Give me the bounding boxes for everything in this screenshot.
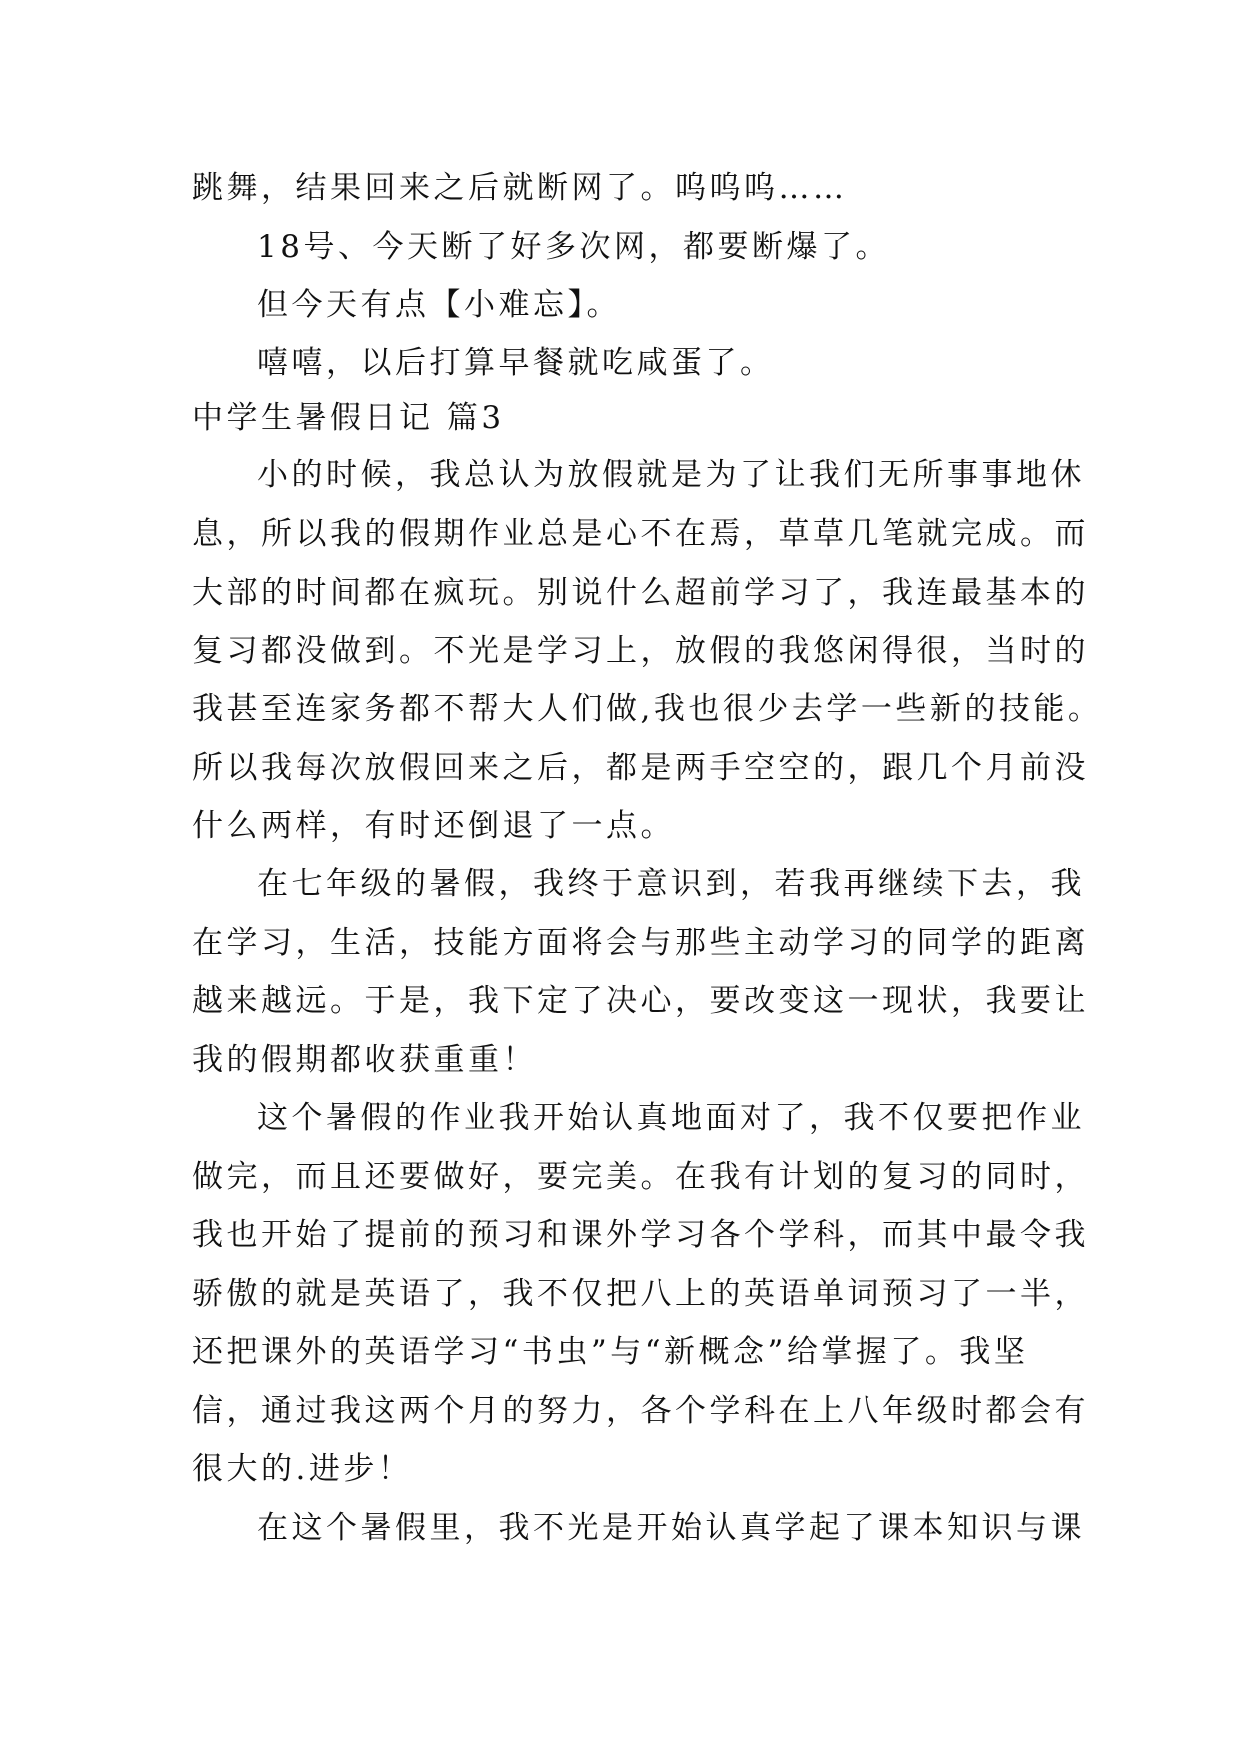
paragraph-line: 还把课外的英语学习“书虫”与“新概念”给掌握了。我坚 xyxy=(192,1334,1029,1370)
paragraph-line: 什么两样，有时还倒退了一点。 xyxy=(192,808,675,844)
paragraph-line: 复习都没做到。不光是学习上，放假的我悠闲得很，当时的 xyxy=(192,633,1089,669)
paragraph-line: 我的假期都收获重重！ xyxy=(192,1042,537,1078)
paragraph-line: 嘻嘻，以后打算早餐就吃咸蛋了。 xyxy=(257,345,775,381)
paragraph-line: 在学习，生活，技能方面将会与那些主动学习的同学的距离 xyxy=(192,925,1089,961)
paragraph-line: 很大的.进步！ xyxy=(192,1451,413,1487)
paragraph-line: 这个暑假的作业我开始认真地面对了，我不仅要把作业 xyxy=(257,1100,1085,1136)
paragraph-line: 在七年级的暑假，我终于意识到，若我再继续下去，我 xyxy=(257,866,1085,902)
paragraph-line: 息，所以我的假期作业总是心不在焉，草草几笔就完成。而 xyxy=(192,516,1089,552)
paragraph-line: 信，通过我这两个月的努力，各个学科在上八年级时都会有 xyxy=(192,1393,1089,1429)
paragraph-line: 但今天有点【小难忘】。 xyxy=(257,287,621,323)
paragraph-line: 小的时候，我总认为放假就是为了让我们无所事事地休 xyxy=(257,457,1085,493)
paragraph-line: 我也开始了提前的预习和课外学习各个学科，而其中最令我 xyxy=(192,1217,1089,1253)
paragraph-line: 越来越远。于是，我下定了决心，要改变这一现状，我要让 xyxy=(192,983,1089,1019)
paragraph-line: 大部的时间都在疯玩。别说什么超前学习了，我连最基本的 xyxy=(192,575,1089,611)
paragraph-line: 骄傲的就是英语了，我不仅把八上的英语单词预习了一半， xyxy=(192,1276,1089,1312)
paragraph-line: 做完，而且还要做好，要完美。在我有计划的复习的同时， xyxy=(192,1159,1089,1195)
paragraph-line: 在这个暑假里，我不光是开始认真学起了课本知识与课 xyxy=(257,1510,1085,1546)
paragraph-line: 18号、今天断了好多次网，都要断爆了。 xyxy=(257,229,890,265)
section-heading: 中学生暑假日记 篇3 xyxy=(192,400,505,436)
paragraph-line: 我甚至连家务都不帮大人们做,我也很少去学一些新的技能。 xyxy=(192,691,1103,727)
paragraph-line: 所以我每次放假回来之后，都是两手空空的，跟几个月前没 xyxy=(192,750,1089,786)
paragraph-line: 跳舞，结果回来之后就断网了。呜呜呜…… xyxy=(192,170,848,206)
